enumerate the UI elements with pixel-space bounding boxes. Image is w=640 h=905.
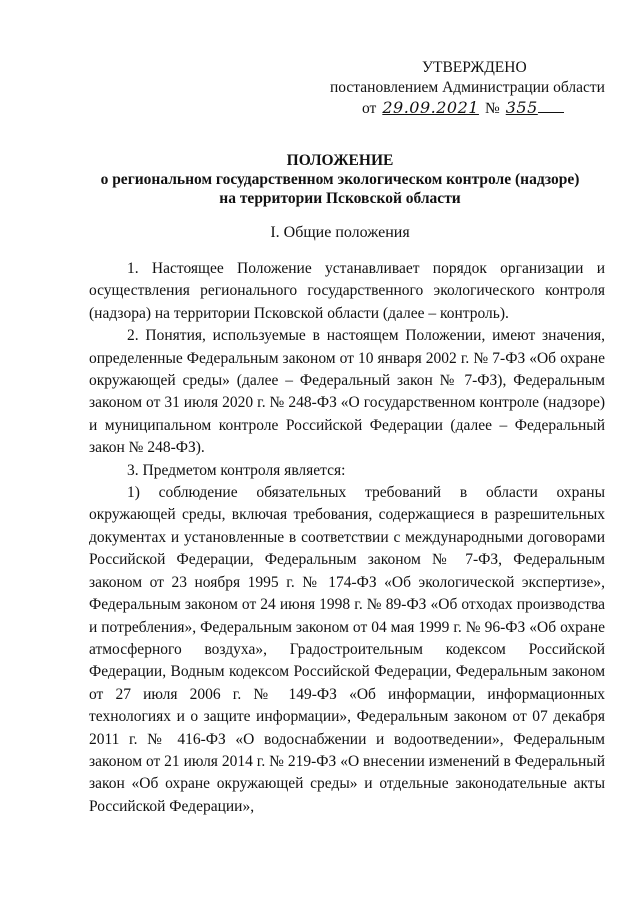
number-prefix: № xyxy=(484,100,500,117)
paragraph-3-item-1: 1) соблюдение обязательных требований в области охраны окружающей среды, включая требования, содержащиеся в разрешительных документах и установленные в соответствии с международными договорами Российской Федерации, Федеральным законом № 7-ФЗ, Федеральным законом от 23 ноября 1995 г. № 174-ФЗ «Об экологической экспертизе», Федеральным законом от 24 июня 1998 г. № 89-ФЗ «Об отходах производства и потребления», Федеральным законом от 04 мая 1999 г. № 96-ФЗ «Об охране атмосферного воздуха», Градостроительным кодексом Российской Федерации, Водным кодексом Российской Федерации, Федеральным законом от 27 июля 2006 г. № 149-ФЗ «Об информации, информационных технологиях и о защите информации», Федеральным законом от 07 декабря 2011 г. № 416-ФЗ «О водоснабжении и водоотведении», Федеральным законом от 21 июля 2014 г. № 219-ФЗ «О внесении изменений в Федеральный закон «Об охране окружающей среды» и отдельные законодательные акты Российской Федерации», xyxy=(89,484,605,815)
title-line-3: на территории Псковской области xyxy=(219,190,461,207)
title-line-2: о региональном государственном экологическом контроле (надзоре) xyxy=(100,171,580,188)
date-prefix: от xyxy=(362,100,377,117)
paragraph-2: 2. Понятия, используемые в настоящем Положении, имеют значения, определенные Федеральным законом от 10 января 2002 г. № 7-ФЗ «Об охране окружающей среды» (далее – Федеральный закон № 7-ФЗ), Федеральным законом от 31 июля 2020 г. № 248-ФЗ «О государственном контроле (надзоре) и муниципальном контроле Российской Федерации (далее – Федеральный закон № 248-ФЗ). xyxy=(89,327,605,457)
title-line-1: ПОЛОЖЕНИЕ xyxy=(286,152,394,169)
document-body xyxy=(89,258,605,818)
handwritten-number: 355 xyxy=(505,98,538,117)
section-heading: I. Общие положения xyxy=(270,224,410,241)
approval-date-line xyxy=(362,98,564,118)
handwritten-date: 29.09.2021 xyxy=(382,98,479,117)
approval-title: УТВЕРЖДЕНО xyxy=(422,59,527,76)
paragraph-1: 1. Настоящее Положение устанавливает порядок организации и осуществления регионального государственного экологического контроля (надзора) на территории Псковской области (далее – контроль). xyxy=(89,260,605,322)
paragraph-3: 3. Предметом контроля является: xyxy=(127,461,346,479)
document-title xyxy=(60,151,620,208)
number-underline xyxy=(538,100,564,113)
approval-authority: постановлением Администрации области xyxy=(330,79,605,96)
